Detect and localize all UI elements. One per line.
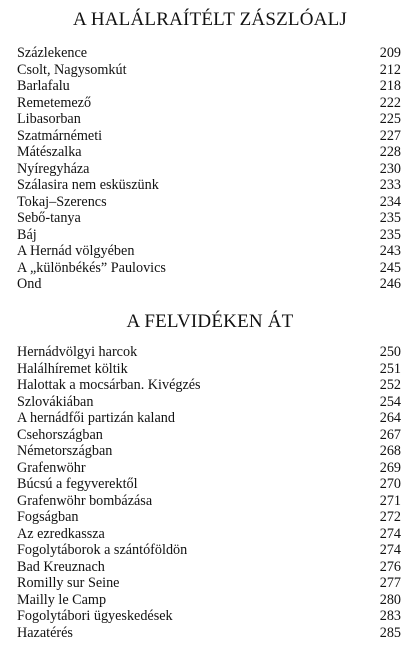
toc-entry [17,344,401,361]
toc-entry [17,592,401,609]
toc-entry-page-number: 227 [379,127,401,144]
toc-entry-title: Barlafalu [17,78,70,94]
toc-entry-page-number: 243 [379,243,401,259]
toc-entry-page-number: 254 [379,393,401,410]
toc-entry [17,128,401,145]
toc-entry-page-number: 280 [379,591,401,608]
toc-entry [17,161,401,178]
toc-entry-page-number: 222 [379,94,401,111]
toc-entry-title: Romilly sur Seine [17,575,120,591]
toc-entry [17,542,401,559]
toc-entry-title: Fogolytábori ügyeskedések [17,608,173,624]
toc-entry-title: Halottak a mocsárban. Kivégzés [17,377,201,393]
toc-entry-title: Az ezredkassza [17,525,105,542]
toc-entry-page-number: 209 [379,45,401,61]
toc-entry [17,78,401,95]
toc-entry [17,493,401,510]
toc-entry [17,443,401,460]
toc-entry-page-number: 268 [379,443,401,459]
toc-entry-page-number: 252 [379,377,401,393]
toc-entry [17,177,401,194]
toc-entry [17,476,401,493]
section-title: A FELVIDÉKEN ÁT [126,311,294,332]
toc-entry-title: Báj [17,226,37,243]
toc-entry [17,608,401,625]
toc-entry-title: Halálhíremet költik [17,360,128,377]
toc-entry-page-number: 274 [379,542,401,558]
section-title: A HALÁLRAÍTÉLT ZÁSZLÓALJ [73,9,347,30]
toc-list [17,344,401,641]
toc-entry [17,227,401,244]
toc-entry-title: Hernádvölgyi harcok [17,344,138,360]
toc-entry-page-number: 271 [379,492,401,509]
toc-entry-page-number: 235 [379,210,401,226]
toc-entry-page-number: 269 [379,459,401,476]
toc-entry-page-number: 228 [379,144,401,160]
toc-list [17,45,401,293]
toc-entry-title: Búcsú a fegyverektől [17,476,138,492]
toc-entry-title: Remetemező [17,94,92,111]
toc-entry-title: Mátészalka [17,144,82,160]
toc-entry-title: Fogolytáborok a szántóföldön [17,542,188,558]
toc-entry-page-number: 218 [379,78,401,94]
toc-entry-page-number: 246 [379,276,401,292]
toc-entry [17,260,401,277]
toc-entry-page-number: 276 [379,558,401,575]
toc-entry [17,210,401,227]
toc-entry [17,460,401,477]
toc-entry [17,243,401,260]
toc-entry-title: Németországban [17,443,113,459]
toc-entry-page-number: 274 [379,525,401,542]
toc-entry-title: Nyíregyháza [17,160,90,177]
toc-entry [17,427,401,444]
toc-entry-title: Grafenwöhr [17,459,86,476]
toc-entry-page-number: 267 [379,426,401,443]
toc-entry-page-number: 264 [379,410,401,426]
toc-entry [17,509,401,526]
toc-entry [17,559,401,576]
toc-entry-title: Grafenwöhr bombázása [17,492,153,509]
toc-entry [17,95,401,112]
toc-entry-title: Szlovákiában [17,393,94,410]
toc-entry [17,361,401,378]
toc-entry-page-number: 250 [379,344,401,360]
toc-entry [17,276,401,293]
toc-entry-page-number: 285 [379,624,401,641]
toc-entry-page-number: 277 [379,575,401,591]
toc-entry-title: Szálasira nem esküszünk [17,177,159,193]
toc-entry [17,394,401,411]
toc-entry [17,526,401,543]
toc-entry-title: A hernádfői partizán kaland [17,410,175,426]
toc-entry [17,377,401,394]
toc-entry-title: Csolt, Nagysomkút [17,61,127,78]
toc-entry-title: Fogságban [17,509,79,525]
toc-entry-title: Sebő-tanya [17,210,81,226]
toc-entry-page-number: 230 [379,160,401,177]
toc-entry-title: Mailly le Camp [17,591,107,608]
toc-entry-title: A „különbékés” Paulovics [17,259,166,276]
toc-entry-title: Hazatérés [17,624,73,641]
toc-entry-page-number: 234 [379,193,401,210]
toc-entry [17,111,401,128]
toc-entry-title: Libasorban [17,111,81,127]
toc-entry-page-number: 233 [379,177,401,193]
toc-entry [17,575,401,592]
toc-entry-page-number: 235 [379,226,401,243]
toc-entry-title: Százlekence [17,45,88,61]
toc-entry-page-number: 225 [379,111,401,127]
toc-entry-title: Csehországban [17,426,103,443]
toc-entry [17,45,401,62]
toc-entry-page-number: 272 [379,509,401,525]
toc-entry [17,62,401,79]
toc-entry [17,194,401,211]
toc-entry-page-number: 270 [379,476,401,492]
toc-entry-page-number: 245 [379,259,401,276]
toc-entry [17,410,401,427]
toc-entry-page-number: 283 [379,608,401,624]
toc-entry-title: Tokaj–Szerencs [17,193,107,210]
toc-entry-title: Bad Kreuznach [17,558,105,575]
toc-entry-title: Ond [17,276,42,292]
toc-entry-page-number: 251 [379,360,401,377]
toc-entry-title: Szatmárnémeti [17,127,103,144]
toc-entry-title: A Hernád völgyében [17,243,135,259]
toc-entry-page-number: 212 [379,61,401,78]
toc-entry [17,144,401,161]
toc-entry [17,625,401,642]
